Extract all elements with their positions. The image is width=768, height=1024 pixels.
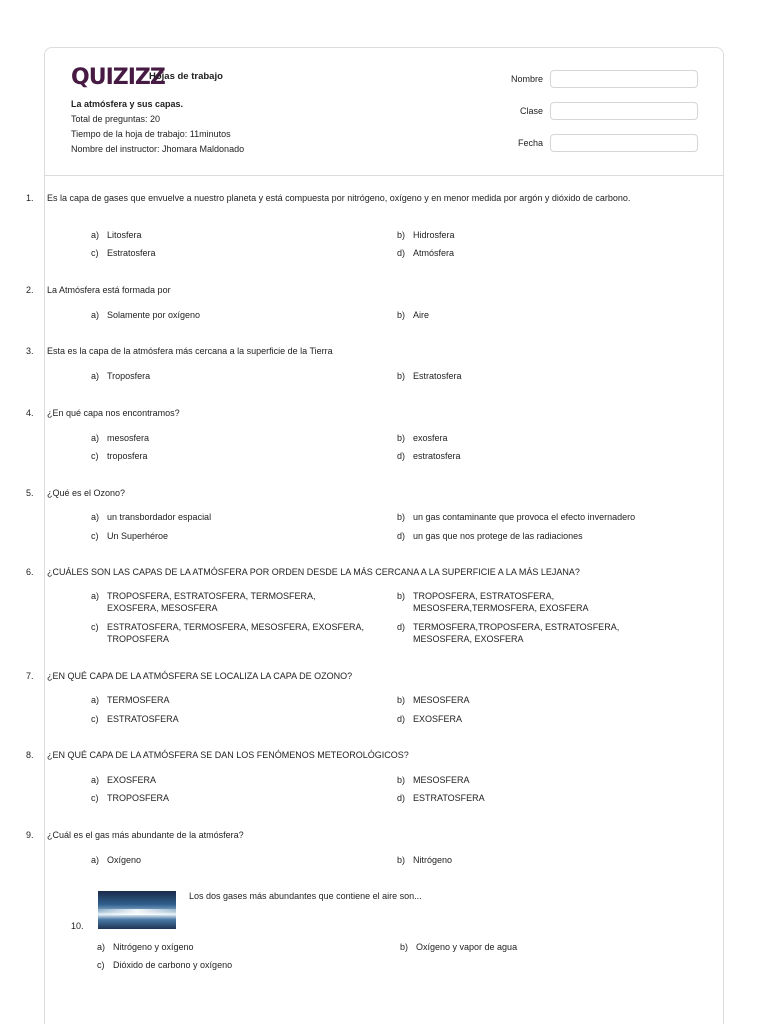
option-text: EXOSFERA xyxy=(107,775,157,785)
class-label: Clase xyxy=(519,106,543,116)
option-text: Un Superhéroe xyxy=(107,531,169,541)
option-letter: c) xyxy=(91,248,99,258)
option-text: TROPOSFERA, ESTRATOSFERA, MESOSFERA,TERMOSFERA, EXOSFERA xyxy=(413,591,589,613)
option-letter: d) xyxy=(397,622,406,632)
option-letter: b) xyxy=(397,310,406,320)
option-letter: a) xyxy=(91,855,100,865)
option-letter: a) xyxy=(97,942,106,952)
option-letter: c) xyxy=(97,960,105,970)
option-letter: a) xyxy=(91,433,100,443)
question-10-number xyxy=(71,920,84,932)
option-letter: b) xyxy=(397,855,406,865)
option-text: Nitrógeno xyxy=(413,855,453,865)
question-text: ¿En qué capa nos encontramos? xyxy=(47,408,180,418)
option-text: Oxígeno y vapor de agua xyxy=(416,942,518,952)
option-text: Solamente por oxígeno xyxy=(107,310,201,320)
option-letter: d) xyxy=(397,714,406,724)
option-letter: b) xyxy=(397,230,406,240)
option-text: Estratosfera xyxy=(413,371,462,381)
option-text: TROPOSFERA, ESTRATOSFERA, TERMOSFERA, EXOSFERA, MESOSFERA xyxy=(107,591,316,613)
total-questions: Total de preguntas: 20 xyxy=(71,114,161,124)
option-text: Hidrosfera xyxy=(413,230,455,240)
date-field[interactable] xyxy=(550,134,698,152)
question-number: 1. xyxy=(26,193,34,203)
option-letter: d) xyxy=(397,248,406,258)
option-text: un gas que nos protege de las radiaciones xyxy=(413,531,583,541)
option-letter: b) xyxy=(397,371,406,381)
question-number: 5. xyxy=(26,488,34,498)
quiz-title: La atmósfera y sus capas. xyxy=(71,99,184,109)
option-text: MESOSFERA xyxy=(413,775,470,785)
question-10-text xyxy=(189,890,589,902)
question-number: 10. xyxy=(71,921,84,931)
option-text: TERMOSFERA,TROPOSFERA, ESTRATOSFERA, MESOSFERA, EXOSFERA xyxy=(413,622,620,644)
option-text: estratosfera xyxy=(413,451,461,461)
question-text: ¿Cuál es el gas más abundante de la atmósfera? xyxy=(47,830,244,840)
option-letter: a) xyxy=(91,310,100,320)
question-text: Los dos gases más abundantes que contiene el aire son... xyxy=(189,891,422,901)
question-number: 8. xyxy=(26,750,34,760)
option-letter: b) xyxy=(397,433,406,443)
option-text: ESTRATOSFERA, TERMOSFERA, MESOSFERA, EXOSFERA, TROPOSFERA xyxy=(107,622,365,644)
option-text: Litosfera xyxy=(107,230,142,240)
option-letter: b) xyxy=(397,512,406,522)
instructor-name: Nombre del instructor: Jhomara Maldonado xyxy=(71,144,245,154)
cloud-band xyxy=(98,909,176,915)
option-text: Oxígeno xyxy=(107,855,142,865)
option-text: MESOSFERA xyxy=(413,695,470,705)
option-letter: d) xyxy=(397,793,406,803)
option-text: Troposfera xyxy=(107,371,151,381)
option-text: Estratosfera xyxy=(107,248,156,258)
option-text: un gas contaminante que provoca el efecto invernadero xyxy=(413,512,636,522)
option-letter: a) xyxy=(91,775,100,785)
name-field[interactable] xyxy=(550,70,698,88)
option-text: un transbordador espacial xyxy=(107,512,212,522)
option-text: Dióxido de carbono y oxígeno xyxy=(113,960,233,970)
question-text: Esta es la capa de la atmósfera más cercana a la superficie de la Tierra xyxy=(47,346,333,356)
option-text: TERMOSFERA xyxy=(107,695,170,705)
question-text: ¿EN QUÉ CAPA DE LA ATMÓSFERA SE DAN LOS FENÓMENOS METEOROLÓGICOS? xyxy=(47,750,409,760)
option-letter: a) xyxy=(91,695,100,705)
quizizz-logo: QUIZIZZ xyxy=(71,65,165,90)
date-label: Fecha xyxy=(517,138,543,148)
option-letter: c) xyxy=(91,531,99,541)
option-letter: b) xyxy=(397,591,406,601)
option-letter: a) xyxy=(91,591,100,601)
option-letter: d) xyxy=(397,451,406,461)
option-text: ESTRATOSFERA xyxy=(107,714,179,724)
option-letter: a) xyxy=(91,512,100,522)
option-text: mesosfera xyxy=(107,433,150,443)
option-text: exosfera xyxy=(413,433,448,443)
question-text: La Atmósfera está formada por xyxy=(47,285,171,295)
question-text: ¿Qué es el Ozono? xyxy=(47,488,126,498)
worksheet-label: Hojas de trabajo xyxy=(149,71,223,82)
question-number: 2. xyxy=(26,285,34,295)
option-letter: b) xyxy=(400,942,409,952)
option-letter: a) xyxy=(91,371,100,381)
name-label: Nombre xyxy=(510,74,543,84)
question-number: 3. xyxy=(26,346,34,356)
question-number: 9. xyxy=(26,830,34,840)
option-letter: c) xyxy=(91,793,99,803)
worksheet-time: Tiempo de la hoja de trabajo: 11minutos xyxy=(71,129,231,139)
option-text: ESTRATOSFERA xyxy=(413,793,485,803)
class-field[interactable] xyxy=(550,102,698,120)
option-letter: c) xyxy=(91,622,99,632)
question-number: 4. xyxy=(26,408,34,418)
option-text: Nitrógeno y oxígeno xyxy=(113,942,194,952)
worksheet-header xyxy=(45,48,723,176)
option-letter: a) xyxy=(91,230,100,240)
question-text: Es la capa de gases que envuelve a nuestro planeta y está compuesta por nitrógeno, oxígeno y en menor medida por argón y dióxido de carbono. xyxy=(47,193,631,203)
question-text: ¿CUÁLES SON LAS CAPAS DE LA ATMÓSFERA POR ORDEN DESDE LA MÁS CERCANA A LA SUPERFICIE A LA MÁS LEJANA? xyxy=(47,567,580,577)
question-number: 7. xyxy=(26,671,34,681)
option-text: Aire xyxy=(413,310,430,320)
option-text: EXOSFERA xyxy=(413,714,463,724)
question-text: ¿EN QUÉ CAPA DE LA ATMÓSFERA SE LOCALIZA LA CAPA DE OZONO? xyxy=(47,671,353,681)
atmosphere-image xyxy=(98,891,176,929)
option-text: Atmósfera xyxy=(413,248,455,258)
question-number: 6. xyxy=(26,567,34,577)
option-letter: b) xyxy=(397,695,406,705)
option-text: troposfera xyxy=(107,451,148,461)
option-letter: c) xyxy=(91,451,99,461)
option-letter: c) xyxy=(91,714,99,724)
option-text: TROPOSFERA xyxy=(107,793,170,803)
option-letter: b) xyxy=(397,775,406,785)
option-letter: d) xyxy=(397,531,406,541)
